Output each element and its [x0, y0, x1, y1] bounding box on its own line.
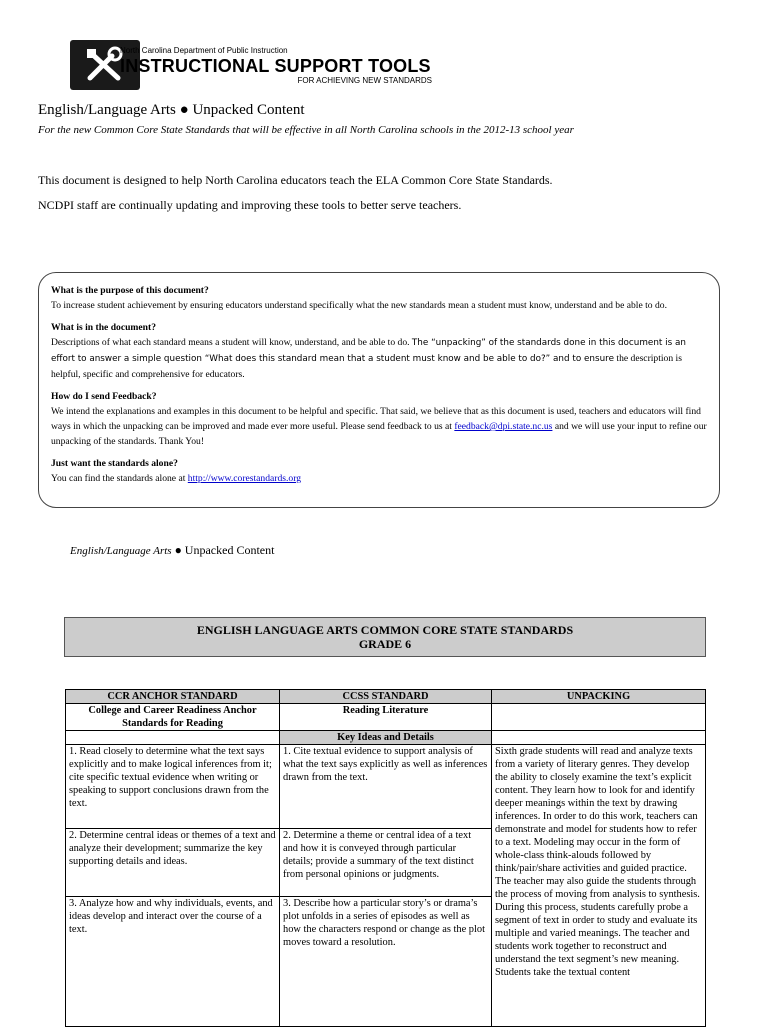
subheader-ccr: College and Career Readiness Anchor Standards for Reading	[66, 704, 280, 731]
unpacking-text: Sixth grade students will read and analyze texts from a variety of literary genres. They develop the ability to closely examine the text’s explicit content. They learn how to look for and identify deeper meanings within the text by drawing inferences. In order to do this work, teachers can demonstrate and model for students how to refer to a text. Modeling may occur in the form of whole-class think-alouds followed by think/pair/share activities and guided practice. The teacher may also guide the students through the process of moving from analysis to synthesis. During this process, students carefully probe a segment of text in order to study and evaluate its multiple and varied meanings. The teacher and students work together to reconstruct and understand the text segment’s new meaning. Students take the textual content	[492, 745, 706, 1027]
faq-contents-answer	[51, 335, 707, 382]
header-ccss: CCSS STANDARD	[280, 690, 492, 704]
intro-paragraph-2: NCDPI staff are continually updating and improving these tools to better serve teachers.	[38, 198, 462, 212]
ccss-standard-1: 1. Cite textual evidence to support analysis of what the text says explicitly as well as inferences drawn from the text.	[280, 745, 492, 829]
faq-purpose-question: What is the purpose of this document?	[51, 285, 209, 296]
table-row	[66, 745, 706, 829]
logo-org: North Carolina Department of Public Instruction	[120, 46, 288, 55]
faq-feedback-text-2: and we will use your input to refine our unpacking of the standards. Thank You!	[51, 421, 707, 447]
subheader-unpacking	[492, 704, 706, 731]
faq-standards-question: Just want the standards alone?	[51, 458, 178, 469]
header-ccr-anchor: CCR ANCHOR STANDARD	[66, 690, 280, 704]
faq-box	[38, 272, 720, 508]
standards-table	[65, 689, 706, 1027]
logo-title: INSTRUCTIONAL SUPPORT TOOLS	[120, 56, 431, 76]
section-title-italic: English/Language Arts	[70, 545, 172, 557]
group-row	[66, 731, 706, 745]
standards-link[interactable]: http://www.corestandards.org	[187, 473, 302, 484]
subheader-ccss: Reading Literature	[280, 704, 492, 731]
ccss-standard-3: 3. Describe how a particular story’s or drama’s plot unfolds in a series of episodes as well as how the characters respond or change as the plot moves toward a resolution.	[280, 897, 492, 1027]
anchor-standard-3: 3. Analyze how and why individuals, events, and ideas develop and interact over the course of a text.	[66, 897, 280, 1027]
ccss-standard-2: 2. Determine a theme or central idea of a text and how it is conveyed through particular details; provide a summary of the text distinct from personal opinions or judgments.	[280, 829, 492, 897]
banner-line-1: ENGLISH LANGUAGE ARTS COMMON CORE STATE STANDARDS	[196, 623, 574, 637]
logo-tagline: FOR ACHIEVING NEW STANDARDS	[297, 76, 432, 85]
faq-standards-text: You can find the standards alone at	[51, 473, 188, 484]
header-unpacking: UNPACKING	[492, 690, 706, 704]
page-subtitle: For the new Common Core State Standards that will be effective in all North Carolina schools in the 2012-13 school year	[38, 124, 574, 136]
faq-feedback-answer	[51, 404, 707, 449]
faq-feedback-text-1: We intend the explanations and examples in this document to be helpful and specific. That said, we believe that as this document is used, teachers and educators will find ways in which the unpacking can be improved and made ever more useful. Please send feedback to us at	[51, 406, 701, 432]
feedback-email-link[interactable]: feedback@dpi.state.nc.us	[454, 421, 553, 432]
faq-contents-question: What is in the document?	[51, 322, 157, 333]
intro-paragraph-1: This document is designed to help North Carolina educators teach the ELA Common Core State Standards.	[38, 173, 553, 187]
faq-contents-text-2: The “unpacking” of the standards done in this document is an effort to answer a simple question “What does this standard mean that a student must know and be able to do?” and to ensure	[51, 338, 686, 364]
standards-banner	[64, 617, 706, 657]
faq-feedback-question: How do I send Feedback?	[51, 391, 157, 402]
table-subheader-row	[66, 704, 706, 731]
page-title: English/Language Arts ● Unpacked Content	[38, 102, 305, 118]
faq-standards-answer	[51, 471, 707, 486]
group-spacer-right	[492, 731, 706, 745]
section-title	[70, 543, 274, 558]
section-title-rest: ● Unpacked Content	[171, 543, 275, 557]
anchor-standard-2: 2. Determine central ideas or themes of a text and analyze their development; summarize the key supporting details and ideas.	[66, 829, 280, 897]
faq-contents-text-3: the description is helpful, specific and comprehensive for educators.	[51, 353, 682, 380]
group-key-ideas: Key Ideas and Details	[280, 731, 492, 745]
logo-wordmark	[120, 46, 432, 86]
banner-line-2: GRADE 6	[358, 637, 412, 651]
table-header-row	[66, 690, 706, 704]
faq-contents-text-1: Descriptions of what each standard means a student will know, understand, and be able to do.	[51, 337, 412, 348]
faq-purpose-answer: To increase student achievement by ensuring educators understand specifically what the new standards mean a student must know, understand and be able to do.	[51, 300, 667, 311]
group-spacer-left	[66, 731, 280, 745]
anchor-standard-1: 1. Read closely to determine what the text says explicitly and to make logical inferences from it; cite specific textual evidence when writing or speaking to support conclusions drawn from the text.	[66, 745, 280, 829]
